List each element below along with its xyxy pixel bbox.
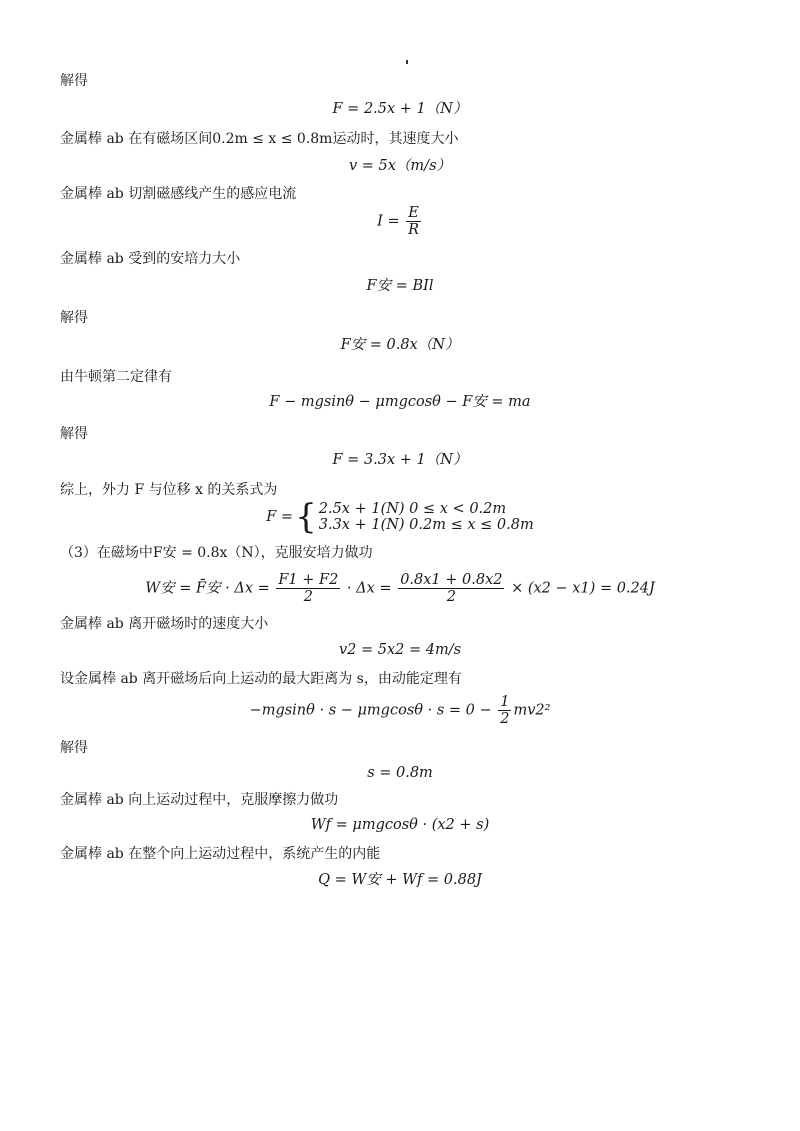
equation: Wf = μmgcosθ · (x2 + s) bbox=[310, 817, 490, 833]
equation: v = 5x（m/s） bbox=[348, 158, 452, 174]
text-line: 金属棒 ab 在有磁场区间0.2m ≤ x ≤ 0.8m运动时，其速度大小 bbox=[60, 131, 459, 147]
energy-equation: −mgsinθ · s − μmgcosθ · s = 0 − $\frac{1}{2}$ mv2² bbox=[249, 694, 551, 727]
equation-fraction: I = $\frac{E}{R}$ bbox=[377, 205, 419, 238]
text-line: 金属棒 ab 受到的安培力大小 bbox=[60, 251, 241, 267]
piecewise-equation: F ={ 2.5x + 1(N) 0 ≤ x < 0.2m 3.3x + 1(N) 0.2m ≤ x ≤ 0.8m bbox=[266, 497, 534, 537]
equation: F = 2.5x + 1（N） bbox=[332, 101, 468, 117]
text-line: 金属棒 ab 离开磁场时的速度大小 bbox=[60, 616, 269, 632]
text-line: 由牛顿第二定律有 bbox=[60, 369, 172, 385]
equation: v2 = 5x2 = 4m/s bbox=[338, 642, 462, 658]
work-equation: W安 = F̄安 · Δx = $\frac{F1 + F2}{2}$ · Δx = $\frac{0.8x1 + 0.8x2}{2}$ × (x2 − x1) = 0.24J bbox=[145, 572, 655, 605]
scan-speck bbox=[406, 60, 408, 64]
equation: Q = W安 + Wf = 0.88J bbox=[318, 872, 482, 888]
equation: F安 = BIl bbox=[366, 278, 434, 294]
text-line: 金属棒 ab 向上运动过程中，克服摩擦力做功 bbox=[60, 792, 339, 808]
text-line: 综上，外力 F 与位移 x 的关系式为 bbox=[60, 482, 278, 498]
equation: F安 = 0.8x（N） bbox=[340, 337, 460, 353]
text-line: 设金属棒 ab 离开磁场后向上运动的最大距离为 s，由动能定理有 bbox=[60, 671, 462, 687]
equation: F = 3.3x + 1（N） bbox=[332, 452, 468, 468]
text-line: （3）在磁场中F安 = 0.8x（N），克服安培力做功 bbox=[60, 545, 373, 561]
text-line: 金属棒 ab 切割磁感线产生的感应电流 bbox=[60, 186, 297, 202]
text-line: 解得 bbox=[60, 310, 88, 326]
equation: s = 0.8m bbox=[367, 765, 433, 781]
text-line: 金属棒 ab 在整个向上运动过程中，系统产生的内能 bbox=[60, 846, 381, 862]
text-line: 解得 bbox=[60, 426, 88, 442]
text-line: 解得 bbox=[60, 740, 88, 756]
text-line: 解得 bbox=[60, 73, 88, 89]
equation: F − mgsinθ − μmgcosθ − F安 = ma bbox=[269, 394, 531, 410]
